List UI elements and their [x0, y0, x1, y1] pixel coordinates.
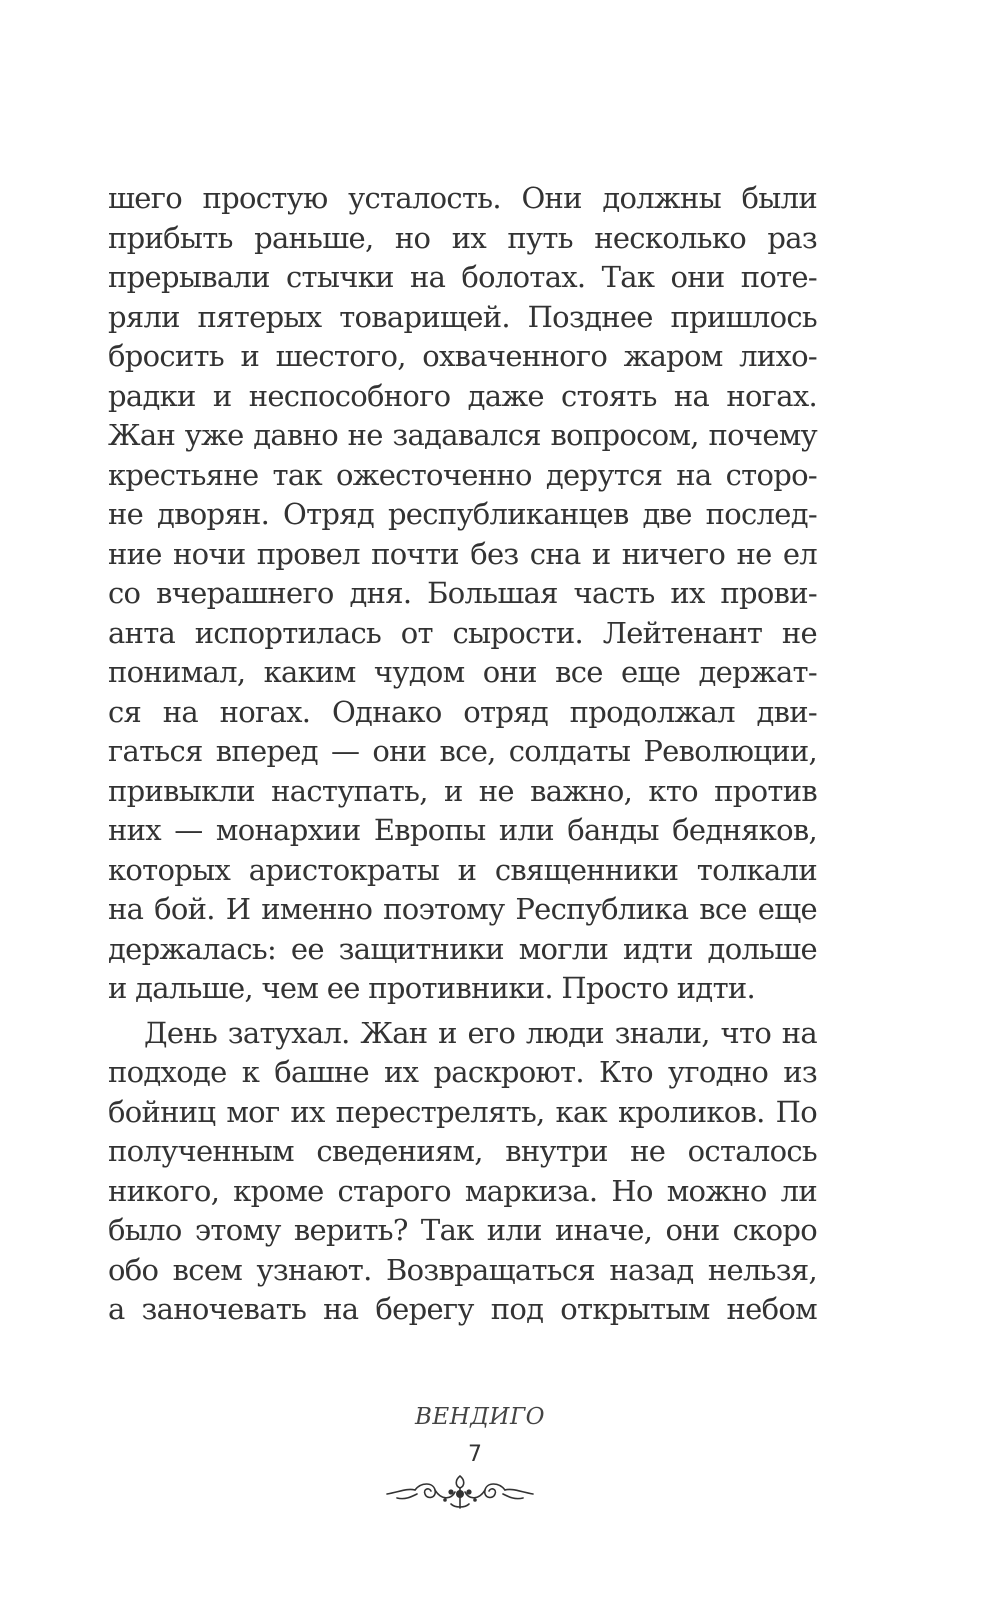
text-line: никого, кроме старого маркиза. Но можно ли: [108, 1173, 817, 1208]
text-line: не дворян. Отряд республиканцев две послед-: [108, 497, 817, 531]
text-line: полученным сведениям, внутри не осталось: [108, 1134, 817, 1168]
text-line: ряли пятерых товарищей. Позднее пришлось: [108, 299, 817, 334]
text-line: обо всем узнают. Возвращаться назад нельзя,: [108, 1252, 817, 1287]
running-footer-title: ВЕНДИГО: [414, 1404, 546, 1430]
text-line: а заночевать на берегу под открытым небом: [108, 1292, 817, 1326]
text-line: прерывали стычки на болотах. Так они поте-: [108, 260, 817, 294]
text-line: анта испортилась от сырости. Лейтенант не: [108, 615, 817, 650]
text-line: которых аристократы и священники толкали: [108, 852, 817, 887]
text-line: радки и неспособного даже стоять на ногах.: [108, 378, 817, 413]
text-line: со вчерашнего дня. Большая часть их прови-: [108, 576, 817, 610]
text-line: было этому верить? Так или иначе, они скоро: [108, 1213, 817, 1247]
text-line: прибыть раньше, но их путь несколько раз: [108, 220, 817, 255]
text-line: гаться вперед — они все, солдаты Революции,: [108, 734, 817, 768]
text-line: бойниц мог их перестрелять, как кроликов. По: [108, 1094, 817, 1129]
text-line: привыкли наступать, и не важно, кто против: [108, 773, 817, 808]
body-text: [108, 179, 817, 1330]
text-line: ние ночи провел почти без сна и ничего не ел: [108, 536, 817, 571]
text-line: понимал, каким чудом они все еще держат-: [108, 655, 817, 689]
text-line: ся на ногах. Однако отряд продолжал дви-: [108, 694, 817, 729]
text-line: них — монархии Европы или банды бедняков,: [108, 813, 817, 847]
text-line: и дальше, чем ее противники. Просто идти.: [108, 971, 756, 1005]
page-number: 7: [468, 1442, 482, 1467]
decorative-flourish-icon: [385, 1470, 535, 1514]
text-line: на бой. И именно поэтому Республика все еще: [108, 892, 817, 926]
text-line: держалась: ее защитники могли идти дольше: [108, 931, 817, 966]
text-line: День затухал. Жан и его люди знали, что на: [144, 1015, 817, 1050]
text-line: бросить и шестого, охваченного жаром лихо-: [108, 339, 817, 373]
text-line: подходе к башне их раскроют. Кто угодно из: [108, 1055, 817, 1089]
text-line: Жан уже давно не задавался вопросом, почему: [108, 418, 817, 452]
text-line: крестьяне так ожесточенно дерутся на сторо-: [108, 457, 817, 492]
text-line: шего простую усталость. Они должны были: [108, 181, 817, 215]
